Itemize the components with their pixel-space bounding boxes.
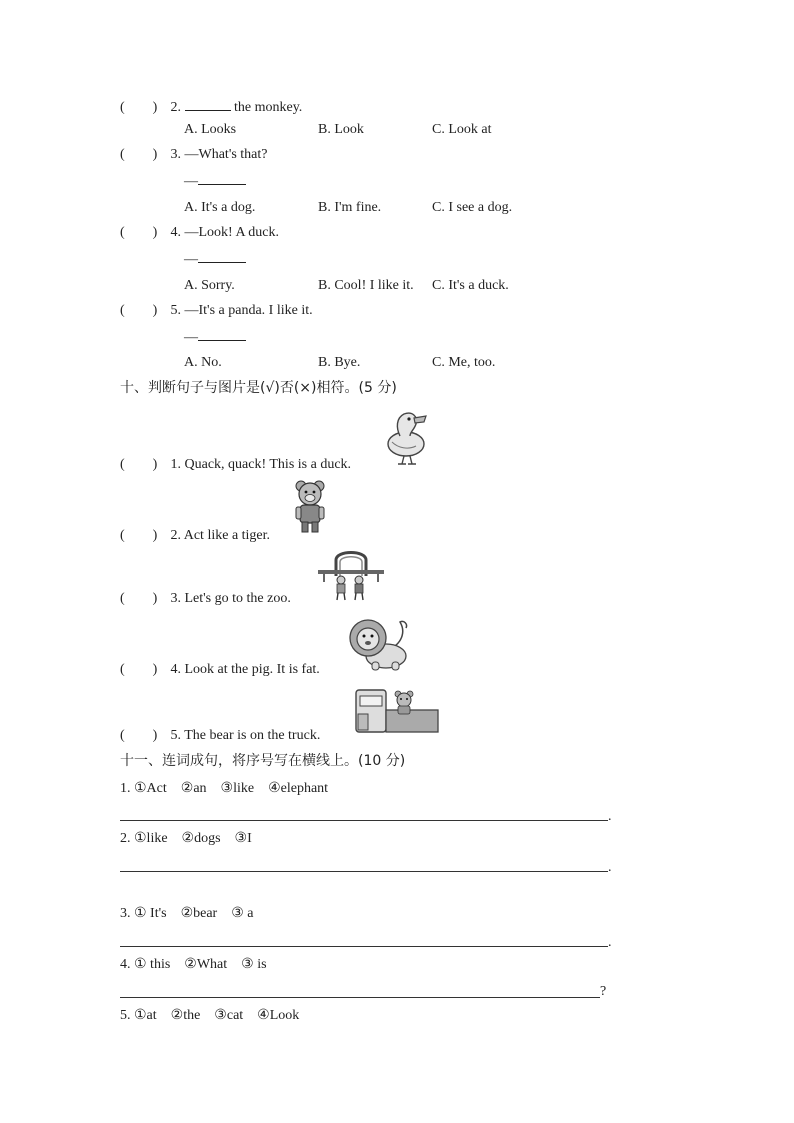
option-c: C. Me, too.: [432, 355, 496, 370]
option-b: B. Bye.: [318, 355, 361, 370]
fill-blank[interactable]: [198, 250, 246, 263]
zoo-gate-picture: [318, 552, 384, 602]
answer-dash: —: [184, 252, 198, 267]
option-b: B. Cool! I like it.: [318, 278, 414, 293]
question-3: [120, 147, 268, 163]
item-number: 2.: [120, 831, 131, 846]
answer-line[interactable]: [120, 997, 600, 998]
word-list: ① this ②What ③ is: [134, 957, 267, 972]
judge-item-2: [120, 528, 270, 544]
word-list: ① It's ②bear ③ a: [134, 906, 254, 921]
answer-line[interactable]: [120, 946, 608, 947]
end-mark: .: [608, 935, 612, 950]
option-a: A. No.: [184, 355, 222, 370]
judge-item-3: [120, 591, 291, 607]
judge-item-1: [120, 457, 351, 473]
item-number: 3.: [120, 906, 131, 921]
option-a: A. Sorry.: [184, 278, 235, 293]
answer-paren[interactable]: ( ): [120, 591, 158, 606]
option-c: C. I see a dog.: [432, 200, 513, 215]
answer-paren[interactable]: ( ): [120, 147, 158, 162]
word-list: ①Act ②an ③like ④elephant: [134, 781, 329, 796]
item-number: 1.: [120, 781, 131, 796]
question-2: [120, 98, 302, 116]
end-mark: ?: [600, 984, 607, 999]
answer-line[interactable]: [120, 871, 608, 872]
word-list: ①like ②dogs ③I: [134, 831, 252, 846]
option-c: C. It's a duck.: [432, 278, 509, 293]
item-sentence: The bear is on the truck.: [184, 728, 321, 743]
reorder-item-2: [120, 831, 252, 847]
answer-paren[interactable]: ( ): [120, 100, 158, 115]
duck-picture: [386, 406, 432, 468]
answer-line[interactable]: [120, 820, 608, 821]
item-number: 2.: [170, 528, 181, 543]
judge-item-5: [120, 728, 320, 744]
question-number: 5.: [170, 303, 181, 318]
judge-item-4: [120, 662, 320, 678]
question-prompt: —Look! A duck.: [184, 225, 279, 240]
bear-on-truck-picture: [354, 688, 440, 734]
item-sentence: Look at the pig. It is fat.: [184, 662, 320, 677]
item-number: 5.: [170, 728, 181, 743]
option-a: A. It's a dog.: [184, 200, 256, 215]
question-number: 2.: [170, 100, 181, 115]
answer-paren[interactable]: ( ): [120, 303, 158, 318]
section-11-title: 十一、连词成句，将序号写在横线上。(10 分): [120, 753, 406, 769]
option-c: C. Look at: [432, 122, 492, 137]
answer-paren[interactable]: ( ): [120, 225, 158, 240]
answer-line: [184, 328, 246, 346]
item-number: 1.: [170, 457, 181, 472]
item-sentence: Act like a tiger.: [183, 528, 271, 543]
bear-picture: [292, 478, 328, 536]
question-prompt: —It's a panda. I like it.: [184, 303, 313, 318]
fill-blank[interactable]: [198, 172, 246, 185]
item-sentence: Let's go to the zoo.: [184, 591, 291, 606]
option-b: B. I'm fine.: [318, 200, 382, 215]
fill-blank[interactable]: [185, 98, 231, 111]
reorder-item-1: [120, 781, 328, 797]
answer-paren[interactable]: ( ): [120, 457, 158, 472]
end-mark: .: [608, 809, 612, 824]
section-10-title: 十、判断句子与图片是(√)否(×)相符。(5 分): [120, 380, 397, 396]
word-list: ①at ②the ③cat ④Look: [134, 1008, 300, 1023]
answer-paren[interactable]: ( ): [120, 662, 158, 677]
question-number: 4.: [170, 225, 181, 240]
answer-line: [184, 250, 246, 268]
answer-dash: —: [184, 330, 198, 345]
answer-paren[interactable]: ( ): [120, 728, 158, 743]
item-number: 4.: [120, 957, 131, 972]
lion-picture: [348, 614, 410, 672]
reorder-item-5: [120, 1008, 299, 1024]
answer-dash: —: [184, 174, 198, 189]
question-number: 3.: [170, 147, 181, 162]
question-prompt: —What's that?: [184, 147, 268, 162]
item-number: 3.: [170, 591, 181, 606]
item-number: 5.: [120, 1008, 131, 1023]
fill-blank[interactable]: [198, 328, 246, 341]
option-a: A. Looks: [184, 122, 237, 137]
reorder-item-4: [120, 957, 267, 973]
question-4: [120, 225, 279, 241]
question-5: [120, 303, 313, 319]
item-number: 4.: [170, 662, 181, 677]
answer-line: [184, 172, 246, 190]
end-mark: .: [608, 860, 612, 875]
answer-paren[interactable]: ( ): [120, 528, 158, 543]
reorder-item-3: [120, 906, 253, 922]
item-sentence: Quack, quack! This is a duck.: [184, 457, 352, 472]
option-b: B. Look: [318, 122, 364, 137]
question-text: the monkey.: [230, 100, 303, 115]
